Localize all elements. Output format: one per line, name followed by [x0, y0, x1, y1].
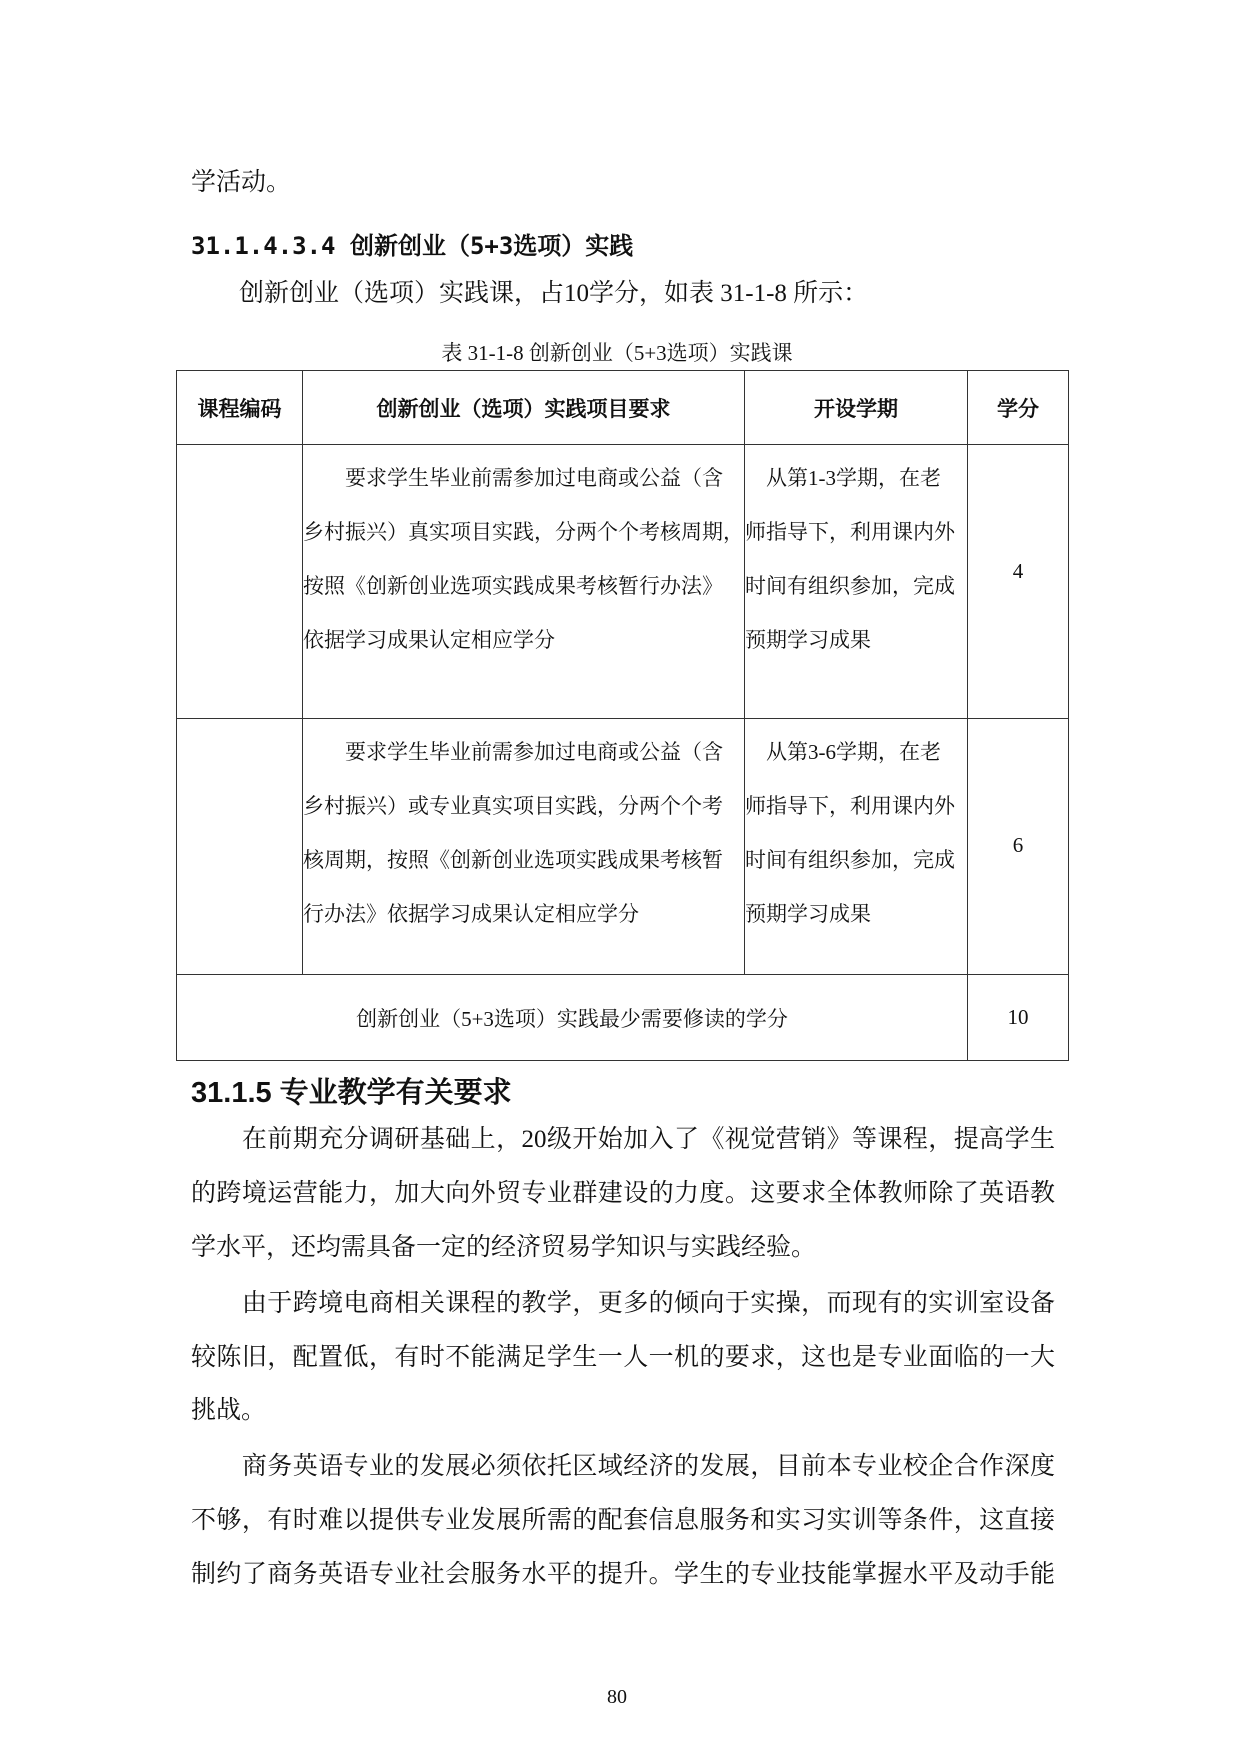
requirement-cell — [303, 719, 745, 975]
table-row — [177, 719, 1069, 975]
total-credits-cell: 10 — [968, 975, 1069, 1061]
term-line: 预期学习成果 — [745, 902, 871, 926]
paragraph-line: 在前期充分调研基础上，20级开始加入了《视觉营销》等课程，提高学生 — [191, 1126, 1055, 1153]
term-line: 从第1-3学期，在老 — [745, 466, 941, 490]
requirement-cell — [303, 445, 745, 719]
term-line: 时间有组织参加，完成 — [745, 848, 955, 872]
term-line: 时间有组织参加，完成 — [745, 574, 955, 598]
paragraph-line: 不够，有时难以提供专业发展所需的配套信息服务和实习实训等条件，这直接 — [191, 1507, 1055, 1534]
term-line: 预期学习成果 — [745, 628, 871, 652]
table-header-row — [177, 371, 1069, 445]
table-row — [177, 445, 1069, 719]
paragraph-line: 商务英语专业的发展必须依托区域经济的发展，目前本专业校企合作深度 — [191, 1453, 1055, 1480]
table-caption: 表 31-1-8 创新创业（5+3选项）实践课 — [441, 341, 793, 365]
page-number: 80 — [607, 1686, 627, 1708]
paragraph-line: 挑战。 — [191, 1397, 267, 1424]
intro-tail-text: 学活动。 — [191, 169, 292, 196]
section-heading: 31.1.4.3.4 创新创业（5+3选项）实践 — [191, 232, 634, 260]
term-line: 师指导下，利用课内外 — [745, 520, 955, 544]
paragraph-line: 学水平，还均需具备一定的经济贸易学知识与实践经验。 — [191, 1234, 817, 1261]
course-code-cell — [177, 719, 303, 975]
requirement-line: 依据学习成果认定相应学分 — [303, 628, 555, 652]
requirement-line: 行办法》依据学习成果认定相应学分 — [303, 902, 639, 926]
term-cell — [745, 445, 968, 719]
credits-cell: 6 — [968, 719, 1069, 975]
requirement-line: 按照《创新创业选项实践成果考核暂行办法》 — [303, 574, 723, 598]
header-credits: 学分 — [968, 371, 1069, 445]
requirement-line: 乡村振兴）或专业真实项目实践，分两个个考 — [303, 794, 723, 818]
requirement-line: 要求学生毕业前需参加过电商或公益（含 — [303, 466, 723, 490]
total-label-cell: 创新创业（5+3选项）实践最少需要修读的学分 — [177, 975, 968, 1061]
course-code-cell — [177, 445, 303, 719]
requirement-line: 要求学生毕业前需参加过电商或公益（含 — [303, 740, 723, 764]
header-course-code: 课程编码 — [177, 371, 303, 445]
section-intro-text: 创新创业（选项）实践课，占10学分，如表 31-1-8 所示： — [239, 280, 869, 307]
term-line: 师指导下，利用课内外 — [745, 794, 955, 818]
paragraph-line: 较陈旧，配置低，有时不能满足学生一人一机的要求，这也是专业面临的一大 — [191, 1344, 1055, 1371]
header-requirement: 创新创业（选项）实践项目要求 — [303, 371, 745, 445]
paragraph-line: 由于跨境电商相关课程的教学，更多的倾向于实操，而现有的实训室设备 — [191, 1290, 1055, 1317]
requirement-line: 乡村振兴）真实项目实践，分两个个考核周期， — [303, 520, 744, 544]
requirement-line: 核周期，按照《创新创业选项实践成果考核暂 — [303, 848, 723, 872]
term-cell — [745, 719, 968, 975]
paragraph-line: 制约了商务英语专业社会服务水平的提升。学生的专业技能掌握水平及动手能 — [191, 1561, 1055, 1588]
table-total-row — [177, 975, 1069, 1061]
practice-course-table — [176, 370, 1069, 1061]
header-term: 开设学期 — [745, 371, 968, 445]
credits-cell: 4 — [968, 445, 1069, 719]
subsection-heading: 31.1.5 专业教学有关要求 — [191, 1077, 512, 1109]
paragraph-line: 的跨境运营能力，加大向外贸专业群建设的力度。这要求全体教师除了英语教 — [191, 1180, 1055, 1207]
term-line: 从第3-6学期，在老 — [745, 740, 941, 764]
